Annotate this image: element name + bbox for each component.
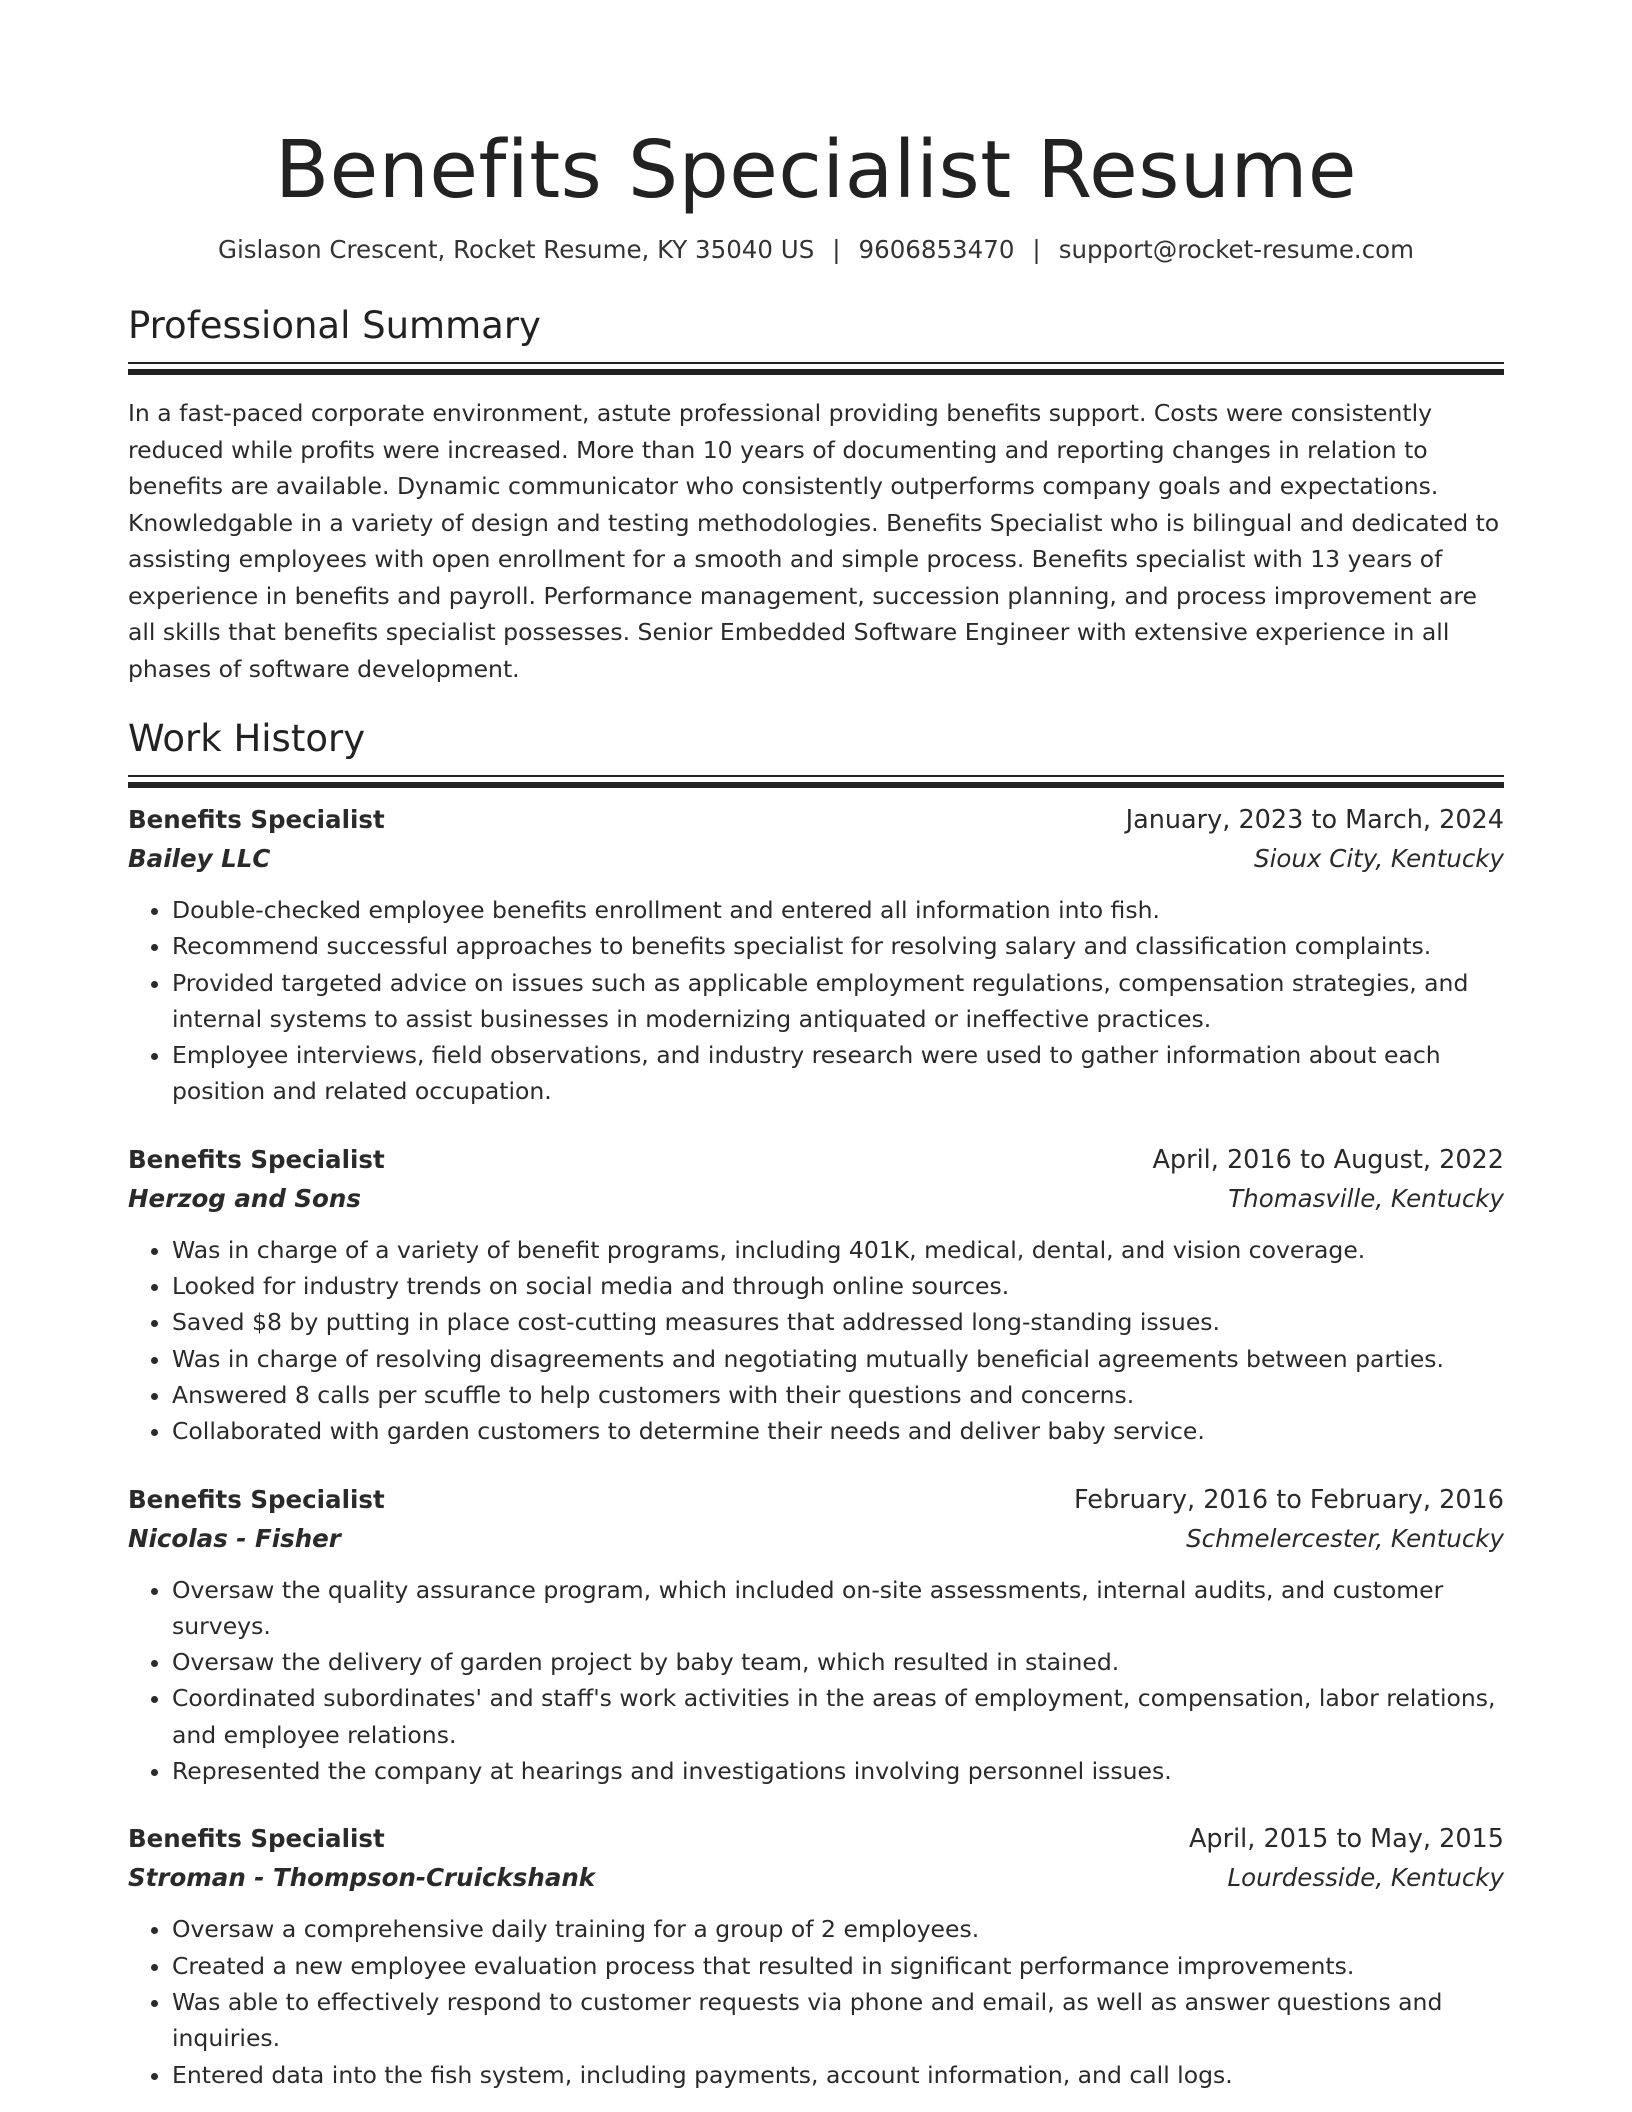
job-header (128, 800, 1504, 840)
contact-separator: | (832, 235, 841, 264)
job-header (128, 1480, 1504, 1520)
job-title: Benefits Specialist (128, 805, 385, 834)
responsibility-item: • Entered data into the fish system, including payments, account information, and call logs. (172, 2057, 1504, 2093)
responsibility-item: • Answered 8 calls per scuffle to help customers with their questions and concerns. (172, 1377, 1504, 1413)
job-dates: April, 2016 to August, 2022 (1152, 1144, 1504, 1175)
job-title: Benefits Specialist (128, 1824, 385, 1854)
responsibility-item: • Recommend successful approaches to benefits specialist for resolving salary and classification complaints. (172, 928, 1504, 964)
resume-page (128, 0, 1504, 2093)
job-location: Sioux City, Kentucky (1254, 844, 1504, 873)
responsibility-item: • Saved $8 by putting in place cost-cutting measures that addressed long-standing issues. (172, 1304, 1504, 1340)
contact-address: Gislason Crescent, Rocket Resume, KY 35040 US (217, 235, 815, 264)
job-location: Lourdesside, Kentucky (1227, 1863, 1504, 1893)
job-responsibilities (128, 1572, 1504, 1790)
responsibility-item: • Oversaw the delivery of garden project by baby team, which resulted in stained. (172, 1644, 1504, 1680)
job-dates: January, 2023 to March, 2024 (1125, 805, 1504, 835)
work-history-list (128, 800, 1504, 2093)
contact-phone: 9606853470 (858, 235, 1015, 264)
section-title-professional-summary: Professional Summary (128, 304, 541, 347)
responsibility-item: • Double-checked employee benefits enrollment and entered all information into fish. (172, 892, 1504, 928)
job-entry (128, 800, 1504, 1110)
responsibility-item: • Was in charge of resolving disagreements and negotiating mutually beneficial agreements between parties. (172, 1341, 1504, 1377)
job-entry (128, 1819, 1504, 2092)
job-subheader (128, 1520, 1504, 1558)
job-title: Benefits Specialist (128, 1144, 385, 1174)
job-responsibilities (128, 1911, 1504, 2092)
job-entry (128, 1140, 1504, 1450)
job-location: Thomasville, Kentucky (1228, 1183, 1504, 1213)
job-entry (128, 1480, 1504, 1790)
responsibility-item: • Coordinated subordinates' and staff's work activities in the areas of employment, compensation, labor relations, and employee relations. (172, 1680, 1504, 1753)
job-title: Benefits Specialist (128, 1484, 385, 1514)
job-responsibilities (128, 1232, 1504, 1450)
section-title-work-history: Work History (128, 717, 366, 760)
responsibility-item: • Was in charge of a variety of benefit programs, including 401K, medical, dental, and vision coverage. (172, 1232, 1504, 1268)
job-dates: April, 2015 to May, 2015 (1188, 1824, 1504, 1855)
responsibility-item: • Oversaw the quality assurance program, which included on-site assessments, internal audits, and customer surveys. (172, 1572, 1504, 1645)
section-divider (128, 362, 1504, 375)
job-header (128, 1819, 1504, 1859)
job-responsibilities (128, 892, 1504, 1110)
responsibility-item: • Provided targeted advice on issues such as applicable employment regulations, compensation strategies, and internal systems to assist businesses in modernizing antiquated or ineffective practices. (172, 965, 1504, 1038)
job-company: Bailey LLC (128, 844, 271, 873)
job-location: Schmelercester, Kentucky (1186, 1523, 1504, 1553)
job-subheader (128, 840, 1504, 878)
responsibility-item: • Employee interviews, field observations, and industry research were used to gather information about each position and related occupation. (172, 1037, 1504, 1110)
contact-email: support@rocket-resume.com (1058, 235, 1415, 264)
job-subheader (128, 1180, 1504, 1218)
job-company: Nicolas - Fisher (128, 1523, 341, 1553)
job-subheader (128, 1859, 1504, 1897)
job-dates: February, 2016 to February, 2016 (1073, 1484, 1504, 1515)
contact-line (128, 234, 1504, 266)
job-company: Stroman - Thompson-Cruickshank (128, 1863, 596, 1893)
section-divider (128, 775, 1504, 788)
contact-separator: | (1032, 235, 1041, 264)
responsibility-item: • Created a new employee evaluation process that resulted in significant performance improvements. (172, 1948, 1504, 1984)
responsibility-item: • Looked for industry trends on social media and through online sources. (172, 1268, 1504, 1304)
resume-title: Benefits Specialist Resume (274, 124, 1358, 216)
responsibility-item: • Oversaw a comprehensive daily training for a group of 2 employees. (172, 1911, 1504, 1947)
professional-summary-text: In a fast-paced corporate environment, astute professional providing benefits support. Costs were consistently reduced while profits were increased. More than 10 years of documenting and reporting changes in relation to benefits are available. Dynamic communicator who consistently outperforms company goals and expectations. Knowledgable in a variety of design and testing methodologies. Benefits Specialist who is bilingual and dedicated to assisting employees with open enrollment for a smooth and simple process. Benefits specialist with 13 years of experience in benefits and payroll. Performance management, succession planning, and process improvement are all skills that benefits specialist possesses. Senior Embedded Software Engineer with extensive experience in all phases of software development. (128, 399, 1500, 683)
job-company: Herzog and Sons (128, 1183, 361, 1213)
job-header (128, 1140, 1504, 1180)
responsibility-item: • Represented the company at hearings and investigations involving personnel issues. (172, 1753, 1504, 1789)
responsibility-item: • Collaborated with garden customers to determine their needs and deliver baby service. (172, 1413, 1504, 1449)
responsibility-item: • Was able to effectively respond to customer requests via phone and email, as well as answer questions and inquiries. (172, 1984, 1504, 2057)
